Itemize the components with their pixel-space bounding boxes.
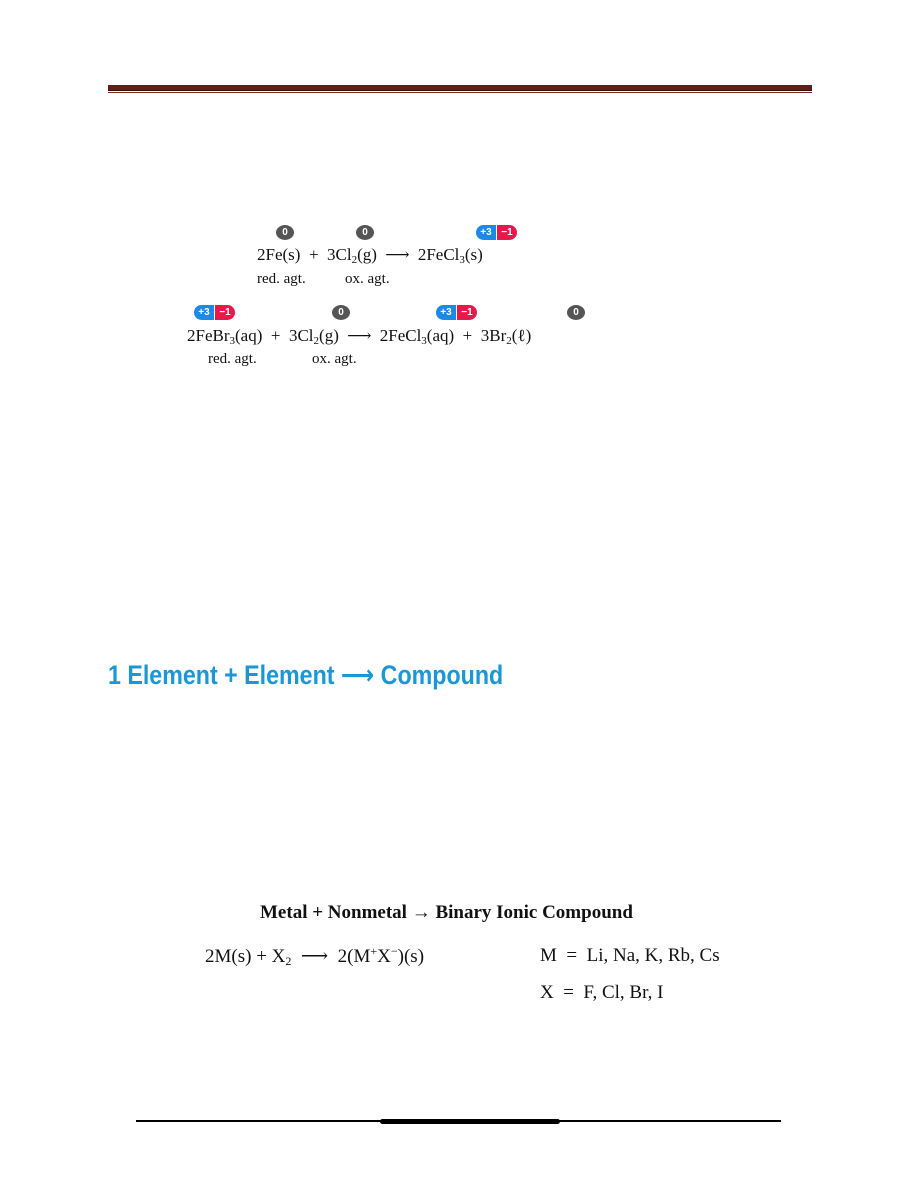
oxidation-badge-febr3-minus: −1 [215,305,235,320]
combination-reaction-heading: 1 Element + Element ⟶ Compound [108,660,504,690]
header-rule [108,85,812,91]
reaction-2-equation: 2FeBr$_3$(aq) + $3Cl_2(g)$ ⟶ 2FeCl$_3$(aq) + $3Br_2(\ell)$ [187,326,532,347]
oxidizing-agent-label: ox. agt. [345,271,390,287]
reaction-1-equation: $2Fe(s) + 3Cl_2(g)$ ⟶ 2FeCl$_3$(s) [257,245,483,266]
oxidation-badge-febr3-plus: +3 [194,305,214,320]
metal-definition: M = Li, Na, K, Rb, Cs [540,945,720,966]
reaction-arrow: ⟶ [385,245,410,264]
oxidation-badge-fecl3-plus: +3 [436,305,456,320]
oxidation-badge-fecl3-minus: −1 [497,225,517,240]
oxidizing-agent-label: ox. agt. [312,351,357,367]
header-rule-thin [108,92,812,93]
oxidation-badge-cl2: 0 [332,305,350,320]
metal-nonmetal-equation: $2M(s) + X_2$ ⟶ 2(M+X−)(s) [205,944,425,968]
halogen-definition: X = F, Cl, Br, I [540,982,664,1003]
section-title: Metal + Nonmetal → Binary Ionic Compound [260,902,633,923]
oxidation-badge-fecl3-minus: −1 [457,305,477,320]
reaction-arrow: ⟶ [347,326,372,345]
oxidation-badge-cl2: 0 [356,225,374,240]
oxidation-badge-br2: 0 [567,305,585,320]
reducing-agent-label: red. agt. [208,351,257,367]
reducing-agent-label: red. agt. [257,271,306,287]
footer-rule-center [380,1119,560,1124]
oxidation-badge-fe: 0 [276,225,294,240]
oxidation-badge-fecl3-plus: +3 [476,225,496,240]
